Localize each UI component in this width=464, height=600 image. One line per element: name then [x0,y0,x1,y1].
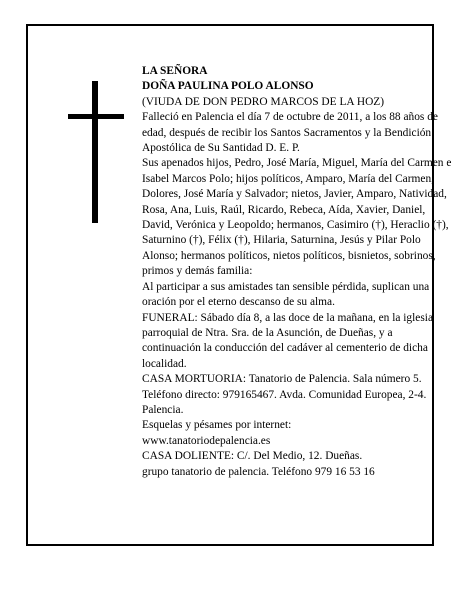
notice-title: LA SEÑORA [142,65,208,77]
prayer-request: Al participar a sus amistades tan sensible pérdida, suplican una oración por el eterno descanso de su alma. [142,280,430,309]
cross-icon-bar [68,114,124,119]
widow-line: (VIUDA DE DON PEDRO MARCOS DE LA HOZ) [142,95,385,108]
footer-line: grupo tanatorio de palencia. Teléfono 979 16 53 16 [142,465,375,478]
cross-icon [92,81,98,223]
deceased-name: DOÑA PAULINA POLO ALONSO [142,80,314,93]
obituary-text [142,64,452,480]
condolences-label: Esquelas y pésames por internet: [142,419,292,432]
doliente-info: CASA DOLIENTE: C/. Del Medio, 12. Dueñas. [142,450,363,463]
obituary-frame [26,24,452,546]
funeral-info: FUNERAL: Sábado día 8, a las doce de la mañana, en la iglesia parroquial de Ntra. Sra. de la Asunción, de Dueñas, y a continuación la conducción del cadáver al cementerio de dicha localidad. [142,311,434,370]
family-list: Sus apenados hijos, Pedro, José María, Miguel, María del Carmen e Isabel Marcos Polo; hijos políticos, Amparo, María del Carmen, Dolores, José María y Salvador; nietos, Javier, Amparo, Natividad, Rosa, Ana, Luis, Raúl, Ricardo, Rebeca, Aída, Xavier, Daniel, David, Verónica y Leopoldo; hermanos, Casimiro (†), Heraclio (†), Saturnino (†), Félix (†), Hilaria, Saturnina, Jesús y Pilar Polo Alonso; hermanos políticos, nietos políticos, bisnietos, sobrinos, primos y demás familia: [142,157,452,278]
death-announcement: Falleció en Palencia el día 7 de octubre de 2011, a los 88 años de edad, después de recibir los Santos Sacramentos y la Bendición Apostólica de Su Santidad D. E. P. [142,111,438,155]
mortuary-info: CASA MORTUORIA: Tanatorio de Palencia. Sala número 5. Teléfono directo: 979165467. Avda. Comunidad Europea, 2-4. Palencia. [142,373,427,416]
website-link[interactable]: www.tanatoriodepalencia.es [142,434,271,447]
